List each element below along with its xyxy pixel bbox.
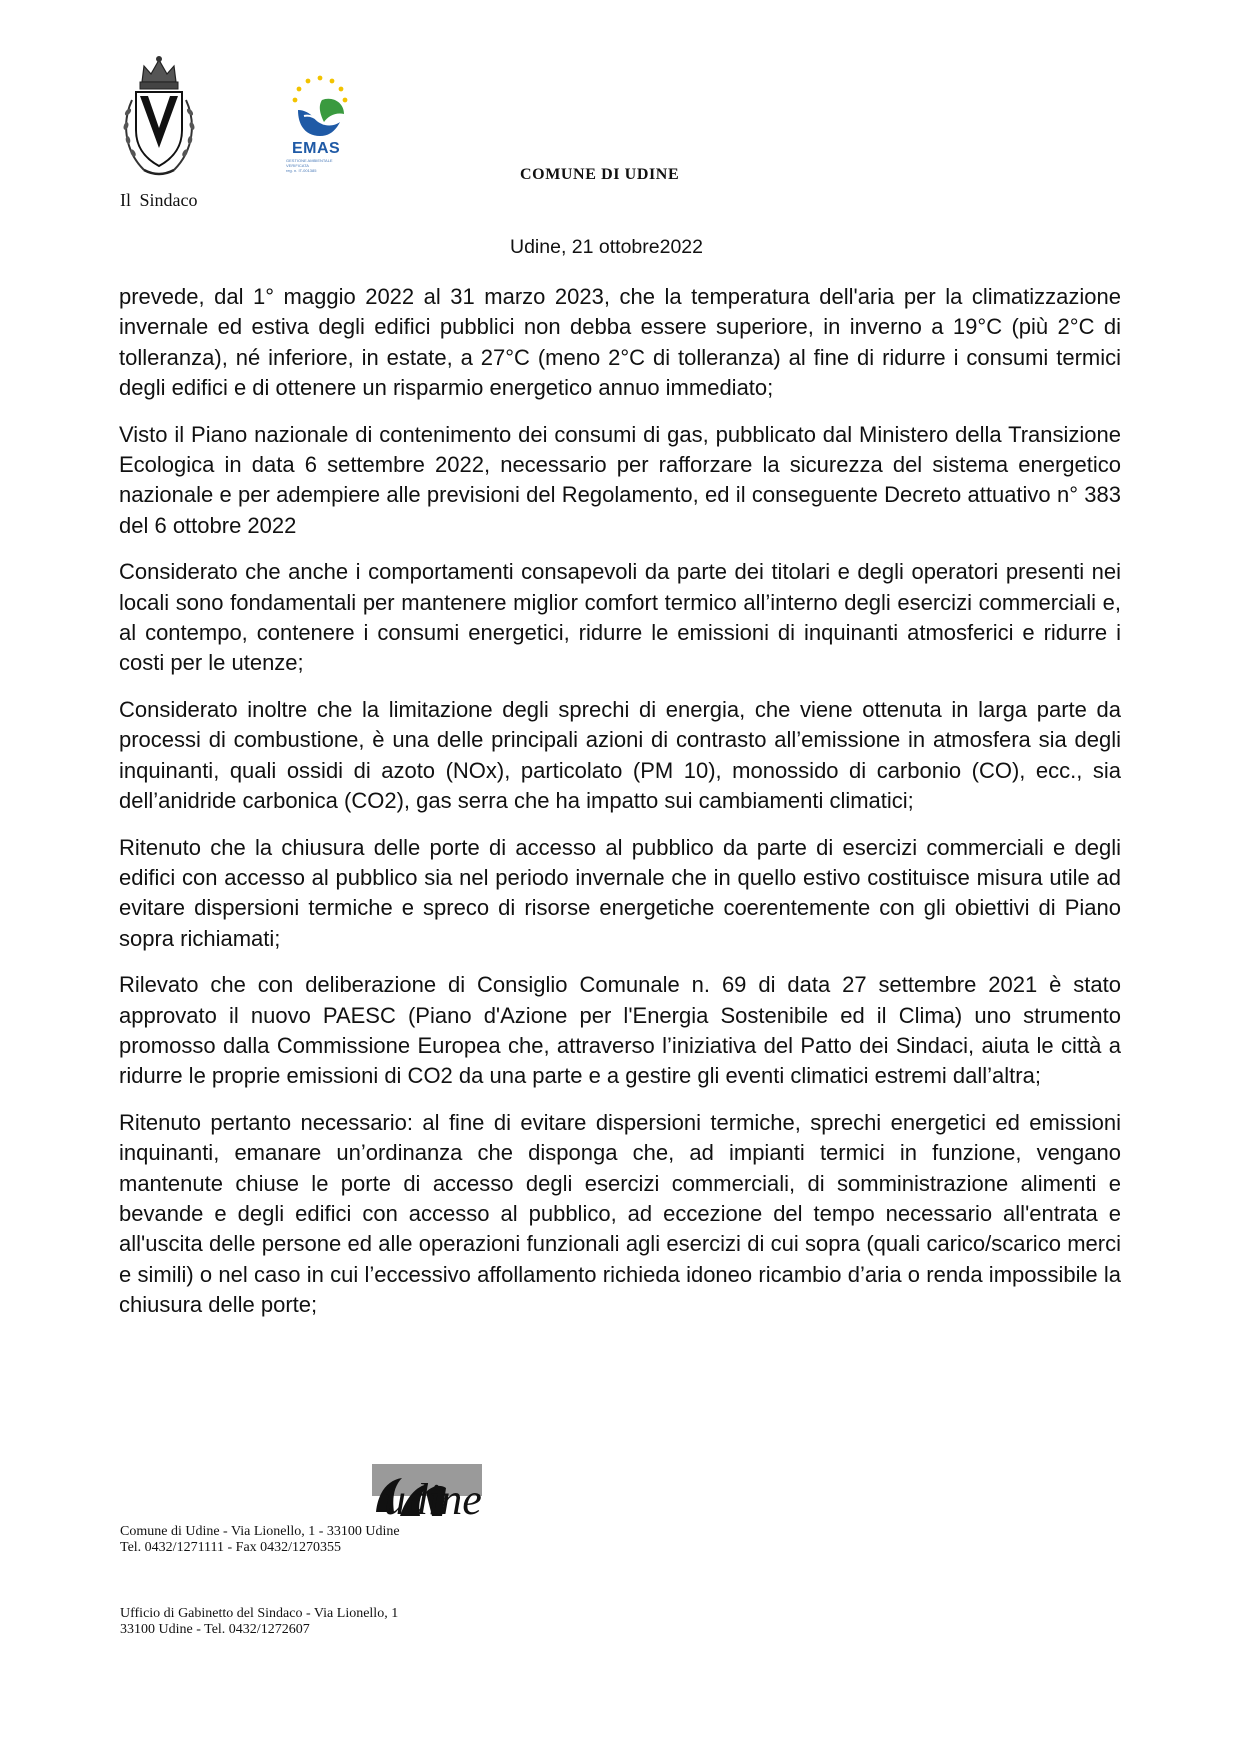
footer-office-line-1: Ufficio di Gabinetto del Sindaco - Via Lionello, 1: [120, 1606, 399, 1621]
paragraph-2: Visto il Piano nazionale di contenimento dei consumi di gas, pubblicato dal Ministero della Transizione Ecologica in data 6 settembre 2022, necessario per rafforzare la sicurezza del sistema energetico nazionale e per adempiere alle previsioni del Regolamento, ed il conseguente Decreto attuativo n° 383 del 6 ottobre 2022: [119, 421, 1121, 538]
footer-address-line-2: Tel. 0432/1271111 - Fax 0432/1270355: [120, 1540, 342, 1555]
document-body: [119, 282, 1121, 1337]
paragraph-6: Rilevato che con deliberazione di Consiglio Comunale n. 69 di data 27 settembre 2021 è stato approvato il nuovo PAESC (Piano d'Azione per l'Energia Sostenibile ed il Clima) uno strumento promosso dalla Commissione Europea che, attraverso l’iniziativa del Patto dei Sindaci, aiuta le città a ridurre le proprie emissioni di CO2 da una parte e a gestire gli eventi climatici estremi dall’altra;: [119, 972, 1121, 1089]
footer-address-line-1: Comune di Udine - Via Lionello, 1 - 33100 Udine: [120, 1524, 400, 1539]
paragraph-7: Ritenuto pertanto necessario: al fine di evitare dispersioni termiche, sprechi energetici ed emissioni inquinanti, emanare un’ordinanza che disponga che, ad impianti termici in funzione, vengano mantenute chiuse le porte di accesso degli esercizi commerciali, di somministrazione alimenti e bevande e degli edifici con accesso al pubblico, ad eccezione del tempo necessario all'entrata e all'uscita delle persone ed alle operazioni funzionali agli esercizi di cui sopra (quali carico/scarico merci e simili) o nel caso in cui l’eccessivo affollamento richieda idoneo ricambio d’aria o renda impossibile la chiusura delle porte;: [119, 1109, 1121, 1318]
emas-wordmark: EMAS: [292, 140, 341, 157]
footer-address: [120, 1524, 400, 1556]
emas-caption: GESTIONE AMBIENTALE VERIFICATA reg. n. IT-001385: [286, 158, 333, 173]
paragraph-1: prevede, dal 1° maggio 2022 al 31 marzo 2023, che la temperatura dell'aria per la climatizzazione invernale ed estiva degli edifici pubblici non debba essere superiore, in inverno a 19°C (più 2°C di tolleranza), né inferiore, in estate, a 27°C (meno 2°C di tolleranza) al fine di ridurre i consumi termici degli edifici e di ottenere un risparmio energetico annuo immediato;: [119, 284, 1121, 401]
footer-office: [120, 1606, 398, 1638]
svg-text:udine: udine: [384, 1475, 482, 1520]
sindaco-label: Il Sindaco: [120, 190, 198, 210]
paragraph-4: Considerato inoltre che la limitazione degli sprechi di energia, che viene ottenuta in larga parte da processi di combustione, è una delle principali azioni di contrasto all’emissione in atmosfera sia degli inquinanti, quali ossidi di azoto (NOx), particolato (PM 10), monossido di carbonio (CO), ecc., sia dell’anidride carbonica (CO2), gas serra che ha impatto sui cambiamenti climatici;: [119, 696, 1121, 814]
paragraph-5: Ritenuto che la chiusura delle porte di accesso al pubblico da parte di esercizi commerciali e degli edifici con accesso al pubblico sia nel periodo invernale che in quello estivo costituisce misura utile ad evitare dispersioni termiche e spreco di risorse energetiche coerentemente con gli obiettivi di Piano sopra richiamati;: [119, 834, 1121, 951]
paragraph-3: Considerato che anche i comportamenti consapevoli da parte dei titolari e degli operatori presenti nei locali sono fondamentali per mantenere miglior comfort termico all’interno degli esercizi commerciali e, al contempo, contenere i consumi energetici, ridurre le emissioni di inquinanti atmosferici e ridurre i costi per le utenze;: [119, 559, 1121, 676]
coat-of-arms-icon: [120, 52, 198, 180]
footer-office-line-2: 33100 Udine - Tel. 0432/1272607: [120, 1622, 310, 1637]
udine-logo-icon: [370, 1462, 512, 1520]
comune-title: COMUNE DI UDINE: [520, 166, 680, 183]
document-date: Udine, 21 ottobre2022: [510, 236, 703, 258]
